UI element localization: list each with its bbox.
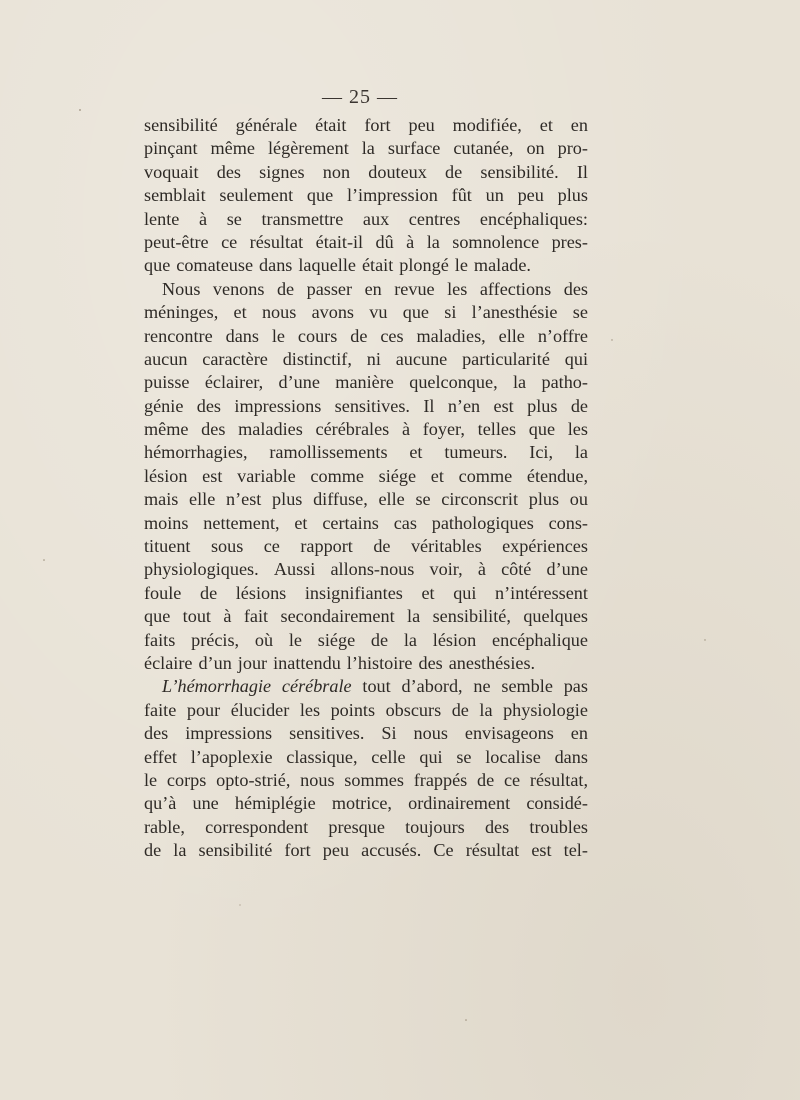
text-line: voquait des signes non douteux de sensibilité. Il bbox=[144, 161, 588, 182]
text-line: sensibilité générale était fort peu modifiée, et en bbox=[144, 115, 588, 135]
text-line: foule de lésions insignifiantes et qui n’intéressent bbox=[144, 582, 588, 603]
text-line: méninges, et nous avons vu que si l’anesthésie se bbox=[144, 302, 588, 323]
text-line: éclaire d’un jour inattendu l’histoire des anesthésies. bbox=[144, 652, 536, 673]
text-line: de la sensibilité fort peu accusés. Ce résultat est tel- bbox=[144, 840, 588, 861]
text-line: que tout à fait secondairement la sensibilité, quelques bbox=[144, 606, 588, 627]
text-line: hémorrhagies, ramollissements et tumeurs. Ici, la bbox=[144, 442, 588, 463]
text-line: puisse éclairer, d’une manière quelconque, la patho- bbox=[144, 372, 588, 393]
text-line: tituent sous ce rapport de véritables expériences bbox=[144, 536, 588, 557]
text-line: semblait seulement que l’impression fût un peu plus bbox=[144, 185, 588, 206]
text-line: faits précis, où le siége de la lésion encéphalique bbox=[144, 629, 588, 650]
text-line: lésion est variable comme siége et comme étendue, bbox=[144, 465, 588, 486]
text-line: des impressions sensitives. Si nous envisageons en bbox=[144, 723, 588, 744]
text-line: Nous venons de passer en revue les affections des bbox=[162, 278, 588, 299]
body-text bbox=[144, 114, 588, 863]
text-line: lente à se transmettre aux centres encéphaliques: bbox=[144, 208, 588, 229]
text-line: que comateuse dans laquelle était plongé le malade. bbox=[144, 255, 531, 276]
text-line: qu’à une hémiplégie motrice, ordinairement considé- bbox=[144, 793, 588, 814]
text-line: mais elle n’est plus diffuse, elle se circonscrit plus ou bbox=[144, 489, 588, 510]
text-line: le corps opto-strié, nous sommes frappés de ce résultat, bbox=[144, 769, 588, 790]
text-line: rable, correspondent presque toujours des troubles bbox=[144, 816, 588, 837]
text-line: même des maladies cérébrales à foyer, telles que les bbox=[144, 419, 588, 440]
text-line: aucun caractère distinctif, ni aucune particularité qui bbox=[144, 348, 588, 369]
text-line: peut-être ce résultat était-il dû à la somnolence pres- bbox=[144, 231, 588, 252]
text-line: faite pour élucider les points obscurs de la physiologie bbox=[144, 699, 588, 720]
text-line: rencontre dans le cours de ces maladies, elle n’offre bbox=[144, 325, 588, 346]
text-line: effet l’apoplexie classique, celle qui se localise dans bbox=[144, 746, 588, 767]
text-line: L’hémorrhagie cérébrale tout d’abord, ne semble pas bbox=[162, 676, 588, 697]
text-line: génie des impressions sensitives. Il n’en est plus de bbox=[144, 395, 588, 416]
page-number: — 25 — bbox=[322, 86, 398, 108]
text-line: physiologiques. Aussi allons-nous voir, à côté d’une bbox=[144, 559, 588, 580]
text-line: moins nettement, et certains cas pathologiques cons- bbox=[144, 512, 588, 533]
text-line: pinçant même légèrement la surface cutanée, on pro- bbox=[144, 138, 588, 159]
